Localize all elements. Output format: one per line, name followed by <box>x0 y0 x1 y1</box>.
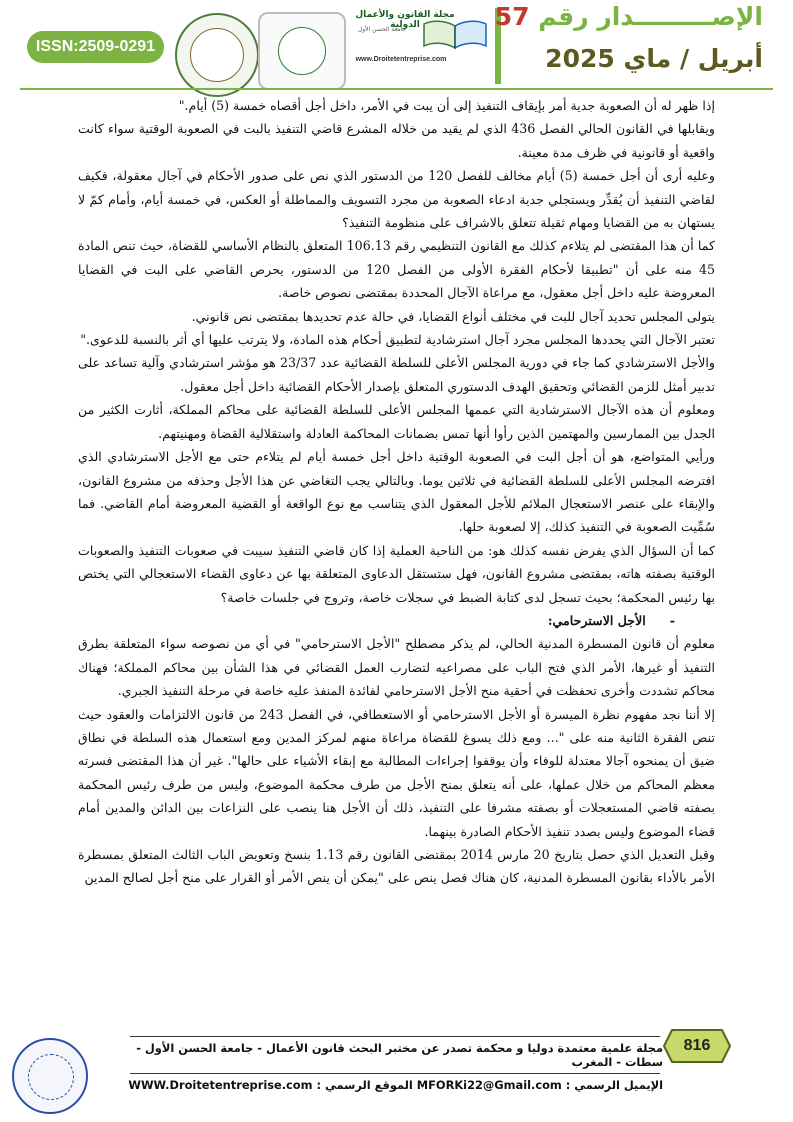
paragraph: كما أن هذا المقتضى لم يتلاءم كذلك مع القانون التنظيمي رقم 106.13 المتعلق بالنظام الأساسي للقضاة، حيث تنص المادة 45 منه على أن "تطبيقا لأحكام الفقرة الأولى من الفصل 120 من الدستور، يحرص القاضي على البت في القضايا المعروضة عليه داخل أجل معقول، مع مراعاة الآجال المحددة بمقتضى نصوص خاصة. <box>78 238 715 301</box>
paragraph: يتولى المجلس تحديد آجال للبت في مختلف أنواع القضايا، في حالة عدم تحديدها بمقتضى نص قانوني. <box>191 308 715 324</box>
issue-number: 57 <box>494 2 530 31</box>
header-website: www.Droitetentreprise.com <box>355 56 447 63</box>
open-book-logo <box>420 16 490 56</box>
issue-label-text: الإصـــــــــدار رقم <box>538 2 763 31</box>
paragraph: ورأيي المتواضع، هو أن أجل البت في الصعوبة الوقتية داخل أجل خمسة أيام لم يتلاءم حتى مع الأجل الاسترشادي الذي افترضه المجلس الأعلى للسلطة القضائية في ثلاثين يوما. وبالتالي يجب التغاضي عن هذا الأجل وحذفه من مشروع القانون، والإبقاء على عنصر الاستعجال الملائم للأجل المعقول الذي يتناسب مع نوع الواقعة أو القضية المعروضة أمام القاضي. فما سُمِّيت الصعوبة في التنفيذ كذلك، إلا لصعوبة حلها. <box>78 449 715 535</box>
paragraph: ويقابلها في القانون الحالي الفصل 436 الذي لم يقيد من خلاله المشرع قاضي التنفيذ بالبت في الصعوبة الوقتية سواء كانت واقعية أو قانونية في ظرف مدة معينة. <box>78 121 715 160</box>
paragraph: إلا أننا نجد مفهوم نظرة الميسرة أو الأجل الاسترحامي أو الاستعطافي، في الفصل 243 من قانون الالتزامات والعقود حيث تنص الفقرة الثانية منه على "... ومع ذلك يسوغ للقضاة مراعاة منهم لمركز المدين ومع استعمال هذه السلطة في نطاق ضيق أن يمنحوه آجالا معتدلة للوفاء وأن يوقفوا إجراءات المطالبة مع إبقاء الأشياء على حالها". غير أن هذا المقتضى فسرته معظم المحاكم من خلال عملها، على أنه يتعلق بمنح الأجل من طرف محكمة الموضوع، وليس من طرف رئيس المحكمة بصفته قاضي المستعجلات أو بصفته مشرفا على التنفيذ، ذلك أن الأجل هنا ينصب على النزاعات بين الدائن والمدين أمام قضاء الموضوع وليس بصدد تنفيذ الأحكام الصادرة بينهما. <box>78 706 715 839</box>
editor-stamp-logo <box>12 1038 88 1114</box>
lab-seal-logo <box>175 13 259 97</box>
issue-label <box>493 2 763 42</box>
footer-rule <box>130 1073 660 1074</box>
page-number: 816 <box>683 1037 711 1054</box>
journal-title: مجلة القانون والأعمال الدولية <box>355 10 455 30</box>
paragraph: معلوم أن قانون المسطرة المدنية الحالي، لم يذكر مصطلح "الأجل الاسترحامي" في أي من نصوصه سواء المتعلقة بطرق التنفيذ أو غيرها، الأمر الذي فتح الباب على مصراعيه لتضارب العمل القضائي في هذا الشأن بين محاكم المملكة؛ فهناك محاكم تشددت وأخرى تحفظت في أحقية منح الأجل الاسترحامي لفائدة المنفذ عليه خاصة في مرحلة التنفيذ الجبري. <box>78 636 716 699</box>
paragraph: كما أن السؤال الذي يفرض نفسه كذلك هو: من الناحية العملية إذا كان قاضي التنفيذ سيبت في صعوبات التنفيذ والصعوبات الوقتية بصفته هاته، بمقتضى مشروع القانون، فهل ستستقل الدعاوى المتعلقة بها عن دعاوى القضاء الاستعجالي التي يختص بها رئيس المحكمة؛ بحيث تسجل لدى كتابة الضبط في سجلات خاصة، وتروج في جلسات خاصة؟ <box>78 542 715 605</box>
issue-date: أبريل / ماي 2025 <box>545 44 763 73</box>
section-heading: - الأجل الاسترحامي: <box>78 609 715 632</box>
university-logo <box>258 12 346 90</box>
article-body <box>78 94 715 900</box>
page-header <box>0 0 793 92</box>
journal-subtitle: جامعة الحسن الأول <box>357 26 407 33</box>
header-rule <box>20 88 773 90</box>
footer-rule <box>130 1036 660 1037</box>
issn-badge: ISSN:2509-0291 <box>27 31 164 63</box>
paragraph: والأجل الاسترشادي كما جاء في دورية المجلس الأعلى للسلطة القضائية عدد 23/37 هو مؤشر استرشادي وآلية تساعد على تدبير أمثل للزمن القضائي وتحقيق الهدف الدستوري المتعلق بإصدار الأحكام القضائية داخل أجل معقول. <box>78 355 715 394</box>
paragraph: تعتبر الآجال التي يحددها المجلس مجرد آجال استرشادية لتطبيق أحكام هذه المادة، ولا يترتب عليها أي أثر بالنسبة للدعوى." <box>80 332 715 348</box>
paragraph: ومعلوم أن هذه الآجال الاسترشادية التي عممها المجلس الأعلى للسلطة القضائية على محاكم المملكة، أثارت الكثير من الجدل بين الممارسين والمهتمين الذين رأوا أنها تمس بضمانات المحاكمة العادلة واستقلالية القضاة ومهنيتهم. <box>78 402 715 441</box>
paragraph: إذا ظهر له أن الصعوبة جدية أمر بإيقاف التنفيذ إلى أن يبت في الأمر، داخل أجل أقصاه خمسة (5) أيام." <box>178 98 715 113</box>
paragraph: وعليه أرى أن أجل خمسة (5) أيام مخالف للفصل 120 من الدستور الذي نص على صدور الأحكام في آجال معقولة، فكيف لقاضي التنفيذ أن يُقدِّر ويستجلي جدية ادعاء الصعوبة من مجرد التسويف والمماطلة أو العكس، في خمسة أيام، وأمام كمّ لا يستهان به من القضايا ومهام ثقيلة تتعلق بالاشراف على منظومة التنفيذ؟ <box>78 168 715 231</box>
paragraph: وقبل التعديل الذي حصل بتاريخ 20 مارس 2014 بمقتضى القانون رقم 1.13 بنسخ وتعويض الباب الثالث المتعلق بمسطرة الأمر بالأداء بقانون المسطرة المدنية، كان هناك فصل ينص على "يمكن أن ينص الأمر أو القرار على منح أجل لصالح المدين <box>78 847 715 886</box>
footer-journal-line: مجلة علمية معتمدة دوليا و محكمة تصدر عن مختبر البحث قانون الأعمال - جامعة الحسن الأول - سطات - المغرب <box>136 1041 663 1069</box>
footer-contact-line: الإيميل الرسمي : MFORKi22@Gmail.com الموقع الرسمي : WWW.Droitetentreprise.com <box>128 1078 663 1092</box>
page-number-badge <box>662 1028 732 1064</box>
